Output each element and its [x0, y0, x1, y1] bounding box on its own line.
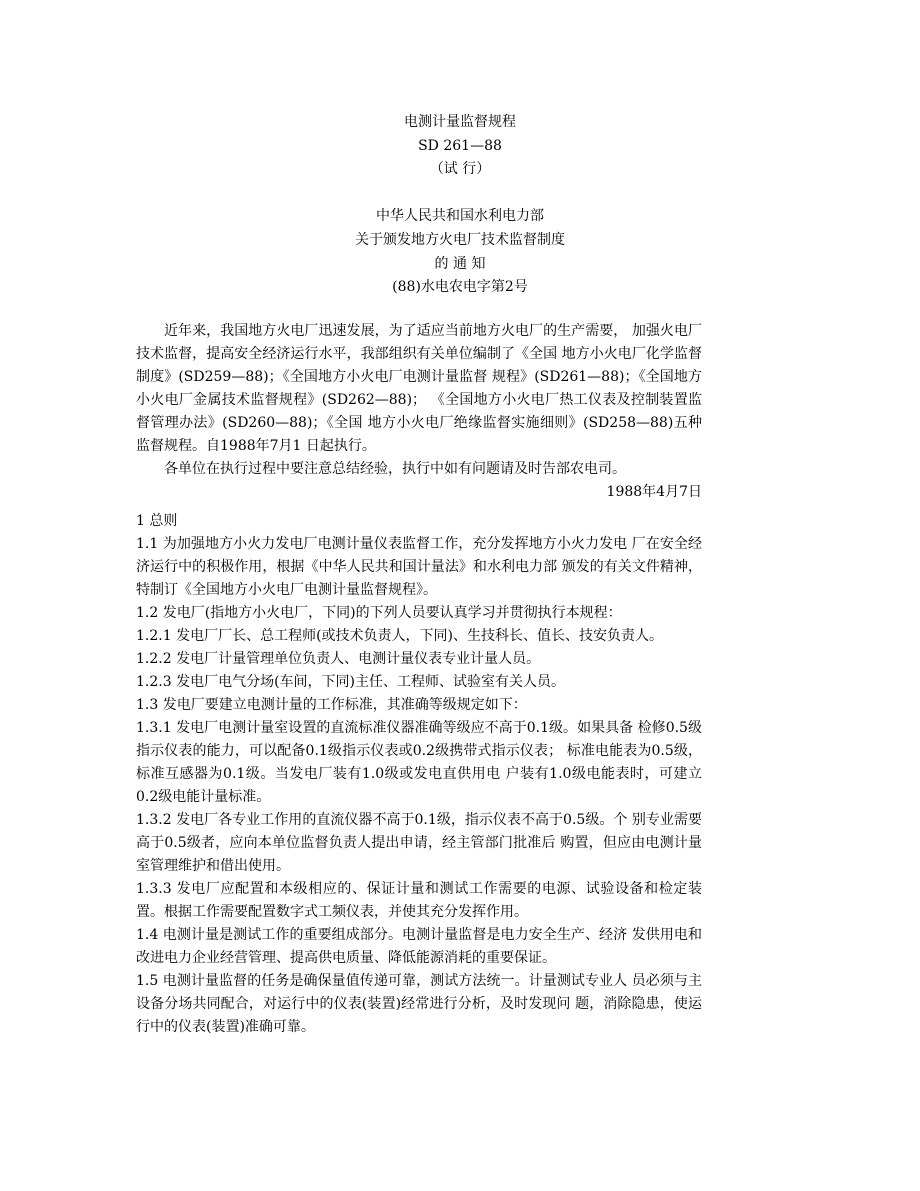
notice-subject: 关于颁发地方火电厂技术监督制度	[355, 232, 565, 248]
intro-paragraph-2: 各单位在执行过程中要注意总结经验，执行中如有问题请及时告部农电司。	[164, 461, 626, 477]
document-title: 电测计量监督规程	[404, 114, 516, 130]
section-item: 1.2.3 发电厂电气分场(车间，下同)主任、工程师、试验室有关人员。	[136, 674, 565, 690]
notice-number: (88)水电农电字第2号	[392, 279, 528, 295]
trial-label: （试 行）	[429, 161, 491, 177]
section-item: 1.1 为加强地方小火力发电厂电测计量仪表监督工作，充分发挥地方小火力发电 厂在安全经济运行中的积极作用，根据《中华人民共和国计量法》和水利电力部 颁发的有关文件精神，特制订《全国地方小火电厂电测计量监督规程》。	[136, 536, 702, 598]
document-code: SD 261—88	[418, 138, 502, 154]
section-item: 1.3.1 发电厂电测计量室设置的直流标准仪器准确等级应不高于0.1级。如果具备 检修0.5级指示仪表的能力，可以配备0.1级指示仪表或0.2级携带式指示仪表； 标准电能表为0.5级，标准互感器为0.1级。当发电厂装有1.0级或发电直供用电 户装有1.0级电能表时，可建立0.2级电能计量标准。	[136, 720, 702, 805]
section-item: 1.2 发电厂(指地方小火电厂，下同)的下列人员要认真学习并贯彻执行本规程：	[136, 605, 622, 621]
section-item: 1.3.2 发电厂各专业工作用的直流仪器不高于0.1级，指示仪表不高于0.5级。个 别专业需要高于0.5级者，应向本单位监督负责人提出申请，经主管部门批准后 购置，但应由电测计量室管理维护和借出使用。	[136, 812, 702, 874]
section-item: 1.2.1 发电厂厂长、总工程师(或技术负责人，下同)、生技科长、值长、技安负责人。	[136, 628, 663, 644]
section-item: 1.2.2 发电厂计量管理单位负责人、电测计量仪表专业计量人员。	[136, 651, 541, 667]
notice-date: 1988年4月7日	[606, 484, 702, 500]
intro-paragraph-1: 近年来，我国地方火电厂迅速发展，为了适应当前地方火电厂的生产需要， 加强火电厂技术监督，提高安全经济运行水平，我部组织有关单位编制了《全国 地方小火电厂化学监督制度》(SD259—88)；《全国地方小火电厂电测计量监督 规程》(SD261—88)；《全国地方小火电厂金属技术监督规程》(SD262—88)； 《全国地方小火电厂热工仪表及控制装置监督管理办法》(SD260—88)；《全国 地方小火电厂绝缘监督实施细则》(SD258—88)五种监督规程。自1988年7月1 日起执行。	[136, 323, 702, 454]
issuer: 中华人民共和国水利电力部	[376, 208, 544, 224]
intro-block	[136, 320, 702, 504]
sections-block	[136, 510, 702, 1039]
section-item: 1.3.3 发电厂应配置和本级相应的、保证计量和测试工作需要的电源、试验设备和检定装置。根据工作需要配置数字式工频仪表，并使其充分发挥作用。	[136, 881, 702, 920]
section-item: 1.5 电测计量监督的任务是确保量值传递可靠，测试方法统一。计量测试专业人 员必须与主设备分场共同配合，对运行中的仪表(装置)经常进行分析，及时发现问 题，消除隐患，使运行中的仪表(装置)准确可靠。	[136, 973, 702, 1035]
section-item: 1.3 发电厂要建立电测计量的工作标准，其准确等级规定如下：	[136, 697, 527, 713]
section-heading: 1 总则	[136, 513, 178, 529]
notice-kind: 的 通 知	[434, 256, 486, 272]
section-item: 1.4 电测计量是测试工作的重要组成部分。电测计量监督是电力安全生产、经济 发供用电和改进电力企业经营管理、提高供电质量、降低能源消耗的重要保证。	[136, 927, 702, 966]
